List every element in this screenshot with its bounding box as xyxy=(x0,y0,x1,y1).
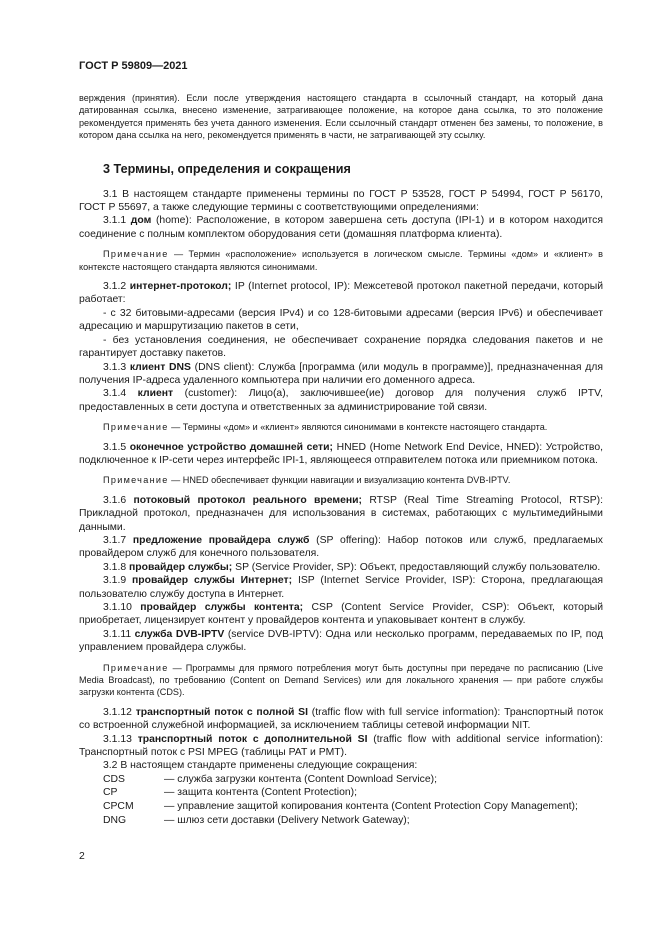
term-number: 3.1.7 xyxy=(103,534,133,546)
section-title: 3 Термины, определения и сокращения xyxy=(103,161,351,176)
term-definition: (SP offering): Набор потоков или служб, предлагаемых провайдером служб для конечного пользователя. xyxy=(79,534,603,560)
term-3-1-7 xyxy=(79,534,603,561)
term-number: 3.1.6 xyxy=(103,494,134,506)
note-4 xyxy=(79,662,603,699)
abbreviation-row xyxy=(79,786,603,800)
term-3-1-5 xyxy=(79,441,603,468)
term-name: потоковый протокол реального времени; xyxy=(133,494,363,506)
note-text: — HNED обеспечивает функции навигации и визуализацию контента DVB-IPTV. xyxy=(168,475,511,486)
term-definition: HNED (Home Network End Device, HNED): Устройство, подключенное к IP-сети через интерфейс IPI-1, являющееся отправителем потока или приемником потока. xyxy=(79,441,603,466)
intro-paragraph: верждения (принятия). Если после утверждения настоящего стандарта в ссылочный стандарт, на который дана датированная ссылка, внесено изменение, затрагивающее положение, на которое дана ссылка, то это положение рекомендуется применять без учета данного изменения. Если ссылочный стандарт отменен без замены, то положение, в котором дана ссылка на него, рекомендуется применять в части, не затрагивающей эту ссылку. xyxy=(79,93,603,141)
abbreviation-code: CDS xyxy=(103,773,125,785)
note-3 xyxy=(79,474,603,486)
term-name: интернет-протокол; xyxy=(129,281,232,293)
term-number: 3.1.4 xyxy=(103,388,138,400)
abbreviation-row xyxy=(79,814,603,828)
term-definition: (customer): Лицо(а), заключившее(ие) договор для получения служб IPTV, предоставленных в сети доступа и ответственных за администрирование той связи. xyxy=(79,388,604,413)
term-name: транспортный поток с полной SI xyxy=(135,706,308,718)
term-3-1-9 xyxy=(79,574,603,601)
term-3-1-4 xyxy=(79,387,603,414)
abbreviation-row xyxy=(79,773,603,787)
document-header: ГОСТ Р 59809—2021 xyxy=(79,60,188,72)
list-item: - без установления соединения, не обеспечивает сохранение порядка следования пакетов и не гарантирует доставку пакетов. xyxy=(79,334,603,360)
note-1 xyxy=(79,248,603,273)
abbreviation-definition: — защита контента (Content Protection); xyxy=(164,787,357,799)
term-number: 3.1.11 xyxy=(103,628,135,640)
term-3-1-11 xyxy=(79,628,603,655)
term-3-1-10 xyxy=(79,601,603,628)
term-number: 3.1.2 xyxy=(103,281,130,293)
term-definition: IP (Internet protocol, IP): Межсетевой протокол пакетной передачи, который работает: xyxy=(79,281,603,306)
term-definition: (DNS client): Служба [программа (или модуль в программе)], предназначенная для получения IP-адреса удаленного компьютера при наличии его доменного адреса. xyxy=(79,361,603,386)
paragraph-3-1: 3.1 В настоящем стандарте применены термины по ГОСТ Р 53528, ГОСТ Р 54994, ГОСТ Р 56170, ГОСТ Р 55697, а также следующие термины с соответствующими определениями: xyxy=(79,188,603,214)
abbreviation-code: CPCM xyxy=(103,801,134,813)
term-3-1-2 xyxy=(79,280,603,307)
term-number: 3.1.9 xyxy=(103,575,132,587)
abbreviation-row xyxy=(79,800,603,814)
term-number: 3.1.8 xyxy=(103,561,129,573)
term-definition: RTSP (Real Time Streaming Protocol, RTSP): Прикладной протокол, предназначен для использования в системах, работающих с мультимедийными данными. xyxy=(79,494,603,533)
paragraph-3-2: 3.2 В настоящем стандарте применены следующие сокращения: xyxy=(103,760,418,772)
term-name: провайдер службы; xyxy=(129,561,233,573)
term-name: провайдер службы контента; xyxy=(140,602,304,613)
term-definition: ISP (Internet Service Provider, ISP): Сторона, предлагающая пользователю службу доступа в Интернет. xyxy=(79,575,604,600)
term-definition: (service DVB-IPTV): Одна или несколько программ, передаваемых по IP, под управлением провайдера службы. xyxy=(79,628,604,654)
note-label: Примечание xyxy=(103,475,169,486)
term-3-1-1 xyxy=(79,214,603,241)
term-name: дом xyxy=(130,215,152,227)
term-name: оконечное устройство домашней сети; xyxy=(129,441,333,453)
abbreviation-definition: — шлюз сети доставки (Delivery Network Gateway); xyxy=(164,814,410,826)
term-definition: SP (Service Provider, SP): Объект, предоставляющий службу пользователю. xyxy=(232,561,601,573)
note-text: — Программы для прямого потребления могут быть доступны при передаче по расписанию (Live Media Broadcast), по требованию (Content on Demand Services) или для локального хранения — при работе службы загрузки контента (CDS). xyxy=(79,662,603,698)
term-3-1-3 xyxy=(79,361,603,388)
abbreviation-definition: — служба загрузки контента (Content Download Service); xyxy=(164,773,437,785)
term-name: клиент DNS xyxy=(129,361,191,373)
term-3-1-6 xyxy=(79,494,603,534)
term-3-1-12 xyxy=(79,706,603,733)
page-number: 2 xyxy=(79,851,85,862)
term-name: предложение провайдера служб xyxy=(132,534,310,546)
term-number: 3.1.10 xyxy=(103,602,141,613)
term-name: провайдер службы Интернет; xyxy=(131,575,293,587)
list-item: - с 32 битовыми-адресами (версия IPv4) и со 128-битовыми адресами (версия IPv6) и обеспечивает адресацию и маршрутизацию пакетов в сети, xyxy=(79,307,603,333)
term-number: 3.1.12 xyxy=(103,706,136,718)
term-definition: (traffic flow with full service information): Транспортный поток со встроенной служебной информацией, за исключением таблицы сетевой информации NIT. xyxy=(79,706,603,732)
term-number: 3.1.13 xyxy=(103,733,138,745)
note-text: — Термины «дом» и «клиент» являются синонимами в контексте настоящего стандарта. xyxy=(168,422,548,433)
abbreviation-code: CP xyxy=(103,787,118,799)
term-3-1-13 xyxy=(79,733,603,760)
term-3-1-8 xyxy=(79,561,603,574)
note-label: Примечание xyxy=(103,422,169,433)
term-name: транспортный поток с дополнительной SI xyxy=(137,733,368,745)
term-definition: (home): Расположение, в котором завершена сеть доступа (IPI-1) и в котором находится соединение с полным комплектом оборудования сети (домашняя платформа клиента). xyxy=(79,215,604,240)
term-number: 3.1.1 xyxy=(103,215,131,227)
note-text: — Термин «расположение» используется в логическом смысле. Термины «дом» и «клиент» в контексте настоящего стандарта являются синонимами. xyxy=(79,249,603,272)
term-definition: CSP (Content Service Provider, CSP): Объект, который приобретает, лицензирует контент у провайдеров контента и упаковывает контент в службу. xyxy=(79,602,603,627)
term-number: 3.1.5 xyxy=(103,441,130,453)
term-definition: (traffic flow with additional service information): Транспортный поток с PSI MPEG (таблицы PAT и PMT). xyxy=(79,733,603,759)
note-2 xyxy=(79,421,603,433)
page-content xyxy=(79,92,603,827)
abbreviation-definition: — управление защитой копирования контента (Content Protection Copy Management); xyxy=(164,801,578,813)
term-name: служба DVB-IPTV xyxy=(134,628,225,640)
term-number: 3.1.3 xyxy=(103,361,130,373)
abbreviation-code: DNG xyxy=(103,814,127,826)
note-label: Примечание xyxy=(103,662,169,673)
note-label: Примечание xyxy=(103,249,169,260)
term-name: клиент xyxy=(137,388,174,400)
